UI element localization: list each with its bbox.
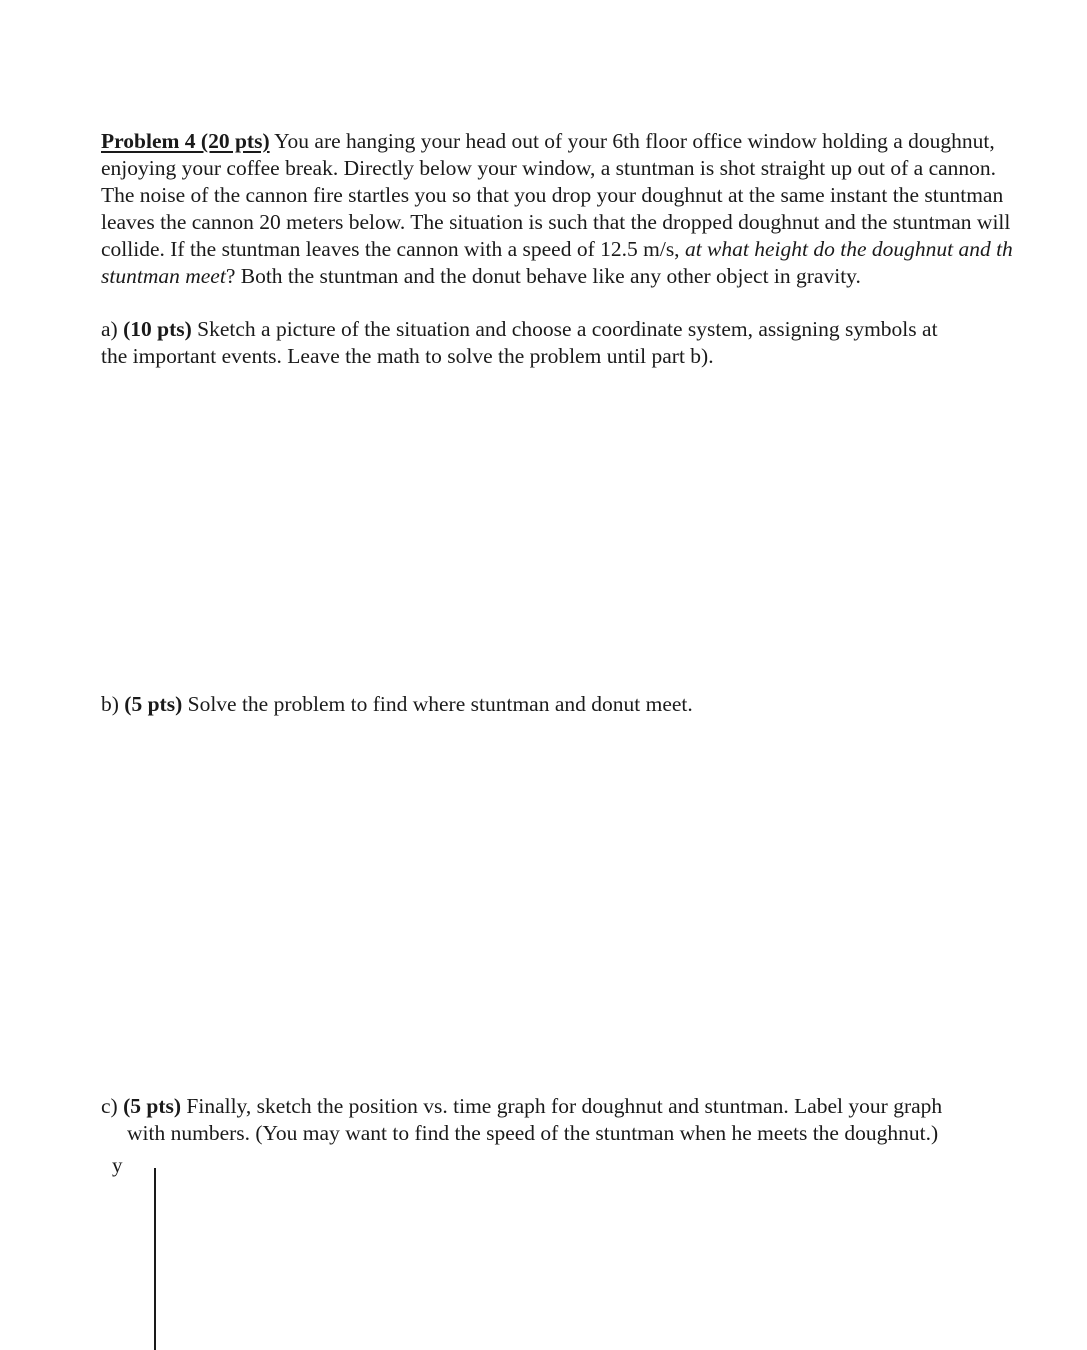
problem-line-4: leaves the cannon 20 meters below. The situation is such that the dropped doughnut and the stuntman will [101, 210, 1011, 234]
problem-heading: Problem 4 (20 pts) [101, 129, 270, 153]
part-c-prefix: c) [101, 1094, 124, 1118]
problem-text: ? Both the stuntman and the donut behave like any other object in gravity. [225, 264, 861, 288]
part-b-points: (5 pts) [124, 692, 183, 716]
problem-text: You are hanging your head out of your 6th floor office window holding a doughnut, [269, 129, 995, 153]
part-a-prefix: a) [101, 317, 124, 341]
part-a-line-1 [101, 316, 938, 343]
part-a-points: (10 pts) [123, 317, 192, 341]
part-c-line-1 [101, 1093, 942, 1120]
y-axis-label: y [112, 1153, 123, 1177]
part-b-line-1 [101, 691, 693, 718]
problem-line-1 [101, 128, 995, 155]
part-a-text: Sketch a picture of the situation and choose a coordinate system, assigning symbols at [191, 317, 938, 341]
part-b-text: Solve the problem to find where stuntman and donut meet. [182, 692, 693, 716]
part-c-points: (5 pts) [123, 1094, 182, 1118]
part-a-line-2: the important events. Leave the math to solve the problem until part b). [101, 344, 714, 368]
problem-line-5 [101, 236, 1013, 263]
problem-line-2: enjoying your coffee break. Directly below your window, a stuntman is shot straight up out of a cannon. [101, 156, 997, 180]
problem-line-6 [101, 263, 861, 290]
problem-line-3: The noise of the cannon fire startles you so that you drop your doughnut at the same instant the stuntman [101, 183, 1004, 207]
problem-text: collide. If the stuntman leaves the cannon with a speed of 12.5 m/s, [101, 237, 685, 261]
part-b-prefix: b) [101, 692, 125, 716]
y-axis-line [154, 1168, 156, 1350]
part-c-line-2: with numbers. (You may want to find the speed of the stuntman when he meets the doughnut.) [127, 1121, 939, 1145]
problem-question: at what height do the doughnut and th [684, 237, 1013, 261]
part-c-text: Finally, sketch the position vs. time graph for doughnut and stuntman. Label your graph [181, 1094, 943, 1118]
problem-question: stuntman meet [101, 264, 226, 288]
